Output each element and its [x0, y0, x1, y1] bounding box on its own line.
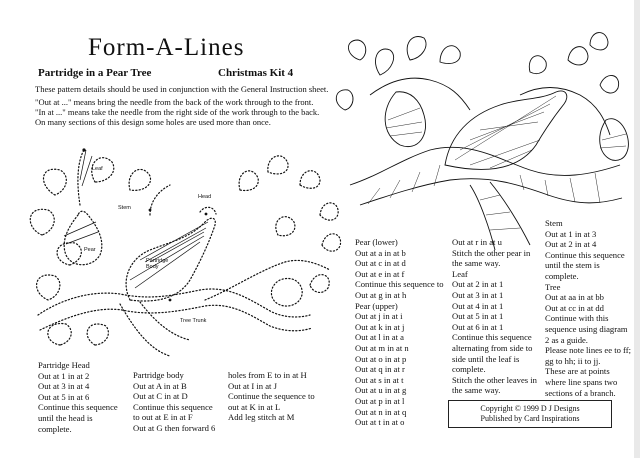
instruction-line: Out at 5 in at 6 [38, 391, 90, 402]
tree-instructions-title: Tree [545, 281, 561, 292]
instruction-line: Out at 1 in at 3 [545, 228, 597, 239]
instruction-line: Out at r in at u [452, 237, 502, 247]
instruction-line: complete. [38, 423, 72, 434]
instruction-line: Out at u in at g [355, 385, 407, 396]
intro-paragraph: These pattern details should be used in conjunction with the General Instruction sheet. [35, 84, 329, 94]
instruction-line: Please note lines ee to ff; [545, 345, 631, 356]
leaf-instructions-title: Leaf [452, 268, 468, 279]
pear-label: Pear [84, 247, 96, 253]
instruction-line: Stitch the other leaves in [452, 374, 537, 385]
pattern-subtitle: Partridge in a Pear Tree [38, 67, 152, 79]
instruction-line: Out at m in at n [355, 342, 409, 353]
instruction-line: Continue this sequence [452, 332, 532, 343]
instruction-line: Out at o in at p [355, 353, 407, 364]
instruction-line: Out at l in at a [355, 332, 404, 343]
instruction-line: complete. [545, 270, 579, 281]
stem-tree-instructions [545, 218, 640, 398]
instruction-line: Out at t in at o [355, 417, 405, 428]
body-instructions-title: Partridge body [133, 370, 184, 380]
instruction-line: sequence using diagram [545, 323, 628, 334]
instruction-line: Out at I in at J [228, 380, 277, 391]
stem-label: Stem [118, 205, 131, 211]
body-label: Partridge Body [146, 258, 169, 270]
leaf-illustration [375, 49, 393, 75]
leaf-illustration [590, 33, 608, 50]
instruction-line: Out at A in at B [133, 380, 187, 391]
instruction-line: sections of a branch. [545, 387, 616, 398]
pear-instructions [355, 237, 450, 428]
instruction-line: side until the leaf is [452, 353, 520, 364]
instruction-line: Out at 4 in at 1 [452, 300, 504, 311]
instruction-line: until the head is [38, 412, 93, 423]
page-title: Form-A-Lines [88, 34, 245, 61]
instruction-line: Out at cc in at dd [545, 302, 604, 313]
instruction-line: out at K in at L [228, 401, 281, 412]
body-instructions-continued [228, 370, 343, 423]
leaf-illustration [336, 90, 353, 110]
instruction-line: Stitch the other pear in [452, 247, 531, 258]
leaf-instructions [452, 237, 547, 396]
instruction-line: Out at q in at r [355, 364, 405, 375]
instruction-line: alternating from side to [452, 342, 533, 353]
intro-line: On many sections of this design some holes are used more than once. [35, 117, 271, 127]
instruction-line: Out at p in at l [355, 395, 405, 406]
instruction-line: Out at G then forward 6 [133, 422, 216, 433]
publisher-text: Published by Card Inspirations [480, 414, 580, 423]
intro-line: "Out at ..." means bring the needle from the back of the work through to the front. [35, 97, 314, 107]
leaf-illustration [568, 47, 588, 65]
stem-instructions-title: Stem [545, 218, 563, 228]
instruction-line: Out at C in at D [133, 391, 188, 402]
instruction-line: Continue with this [545, 313, 609, 324]
instruction-line: Out at 1 in at 2 [38, 370, 90, 381]
intro-line: "In at ..." means take the needle from the right side of the work through to the back. [35, 107, 320, 117]
instruction-line: Out at g in at h [355, 289, 407, 300]
body-instructions [133, 370, 233, 434]
instruction-line: Out at n in at q [355, 406, 407, 417]
instruction-line: Add leg stitch at M [228, 412, 295, 423]
leaf-illustration [529, 56, 546, 74]
kit-label: Christmas Kit 4 [218, 67, 294, 79]
pear-illustration [385, 92, 425, 147]
pear-lower-title: Pear (lower) [355, 237, 398, 247]
instruction-line: Out at k in at j [355, 321, 405, 332]
instruction-line: Out at 3 in at 4 [38, 381, 90, 392]
instruction-line: Continue the sequence to [228, 391, 315, 402]
instruction-line: Out at c in at d [355, 258, 406, 269]
head-label: Head [198, 194, 212, 200]
pear-upper-title: Pear (upper) [355, 300, 398, 311]
instruction-line: Continue this sequence [38, 402, 118, 413]
instruction-line: Out at aa in at bb [545, 292, 604, 303]
partridge-illustration [445, 91, 567, 170]
instruction-line: These are at points [545, 366, 610, 377]
head-instructions [38, 360, 133, 434]
head-instructions-title: Partridge Head [38, 360, 90, 370]
leaf-illustration [600, 75, 619, 93]
instruction-line: Out at 3 in at 1 [452, 289, 504, 300]
instruction-line: where line spans two [545, 376, 618, 387]
instruction-line: Out at 2 in at 1 [452, 279, 504, 290]
instruction-line: Continue this sequence [133, 401, 213, 412]
instruction-line: until the stem is [545, 260, 600, 271]
instruction-line: the same way. [452, 258, 501, 269]
instruction-line: Out at 5 in at 1 [452, 311, 504, 322]
copyright-box [448, 400, 612, 428]
instruction-line: Out at e in at f [355, 268, 405, 279]
leaf-label: Leaf [92, 166, 103, 172]
instruction-line: Continue this sequence to [355, 279, 444, 290]
leaf-illustration [348, 40, 365, 60]
instruction-line: gg to hh; ii to jj. [545, 355, 601, 366]
instruction-line: to out at E in at F [133, 412, 193, 423]
instruction-line: 2 as a guide. [545, 334, 588, 345]
copyright-text: Copyright © 1999 D J Designs [480, 404, 580, 413]
trunk-label: Tree Trunk [180, 318, 207, 324]
instruction-line: Continue this sequence [545, 249, 625, 260]
instruction-line: Out at s in at t [355, 374, 404, 385]
instruction-line: the same way. [452, 385, 501, 396]
tree-trunk [490, 182, 530, 245]
tree-branch [520, 88, 610, 136]
instruction-line: Out at 6 in at 1 [452, 321, 504, 332]
instruction-line: Out at 2 in at 4 [545, 239, 597, 250]
instruction-line: Out at j in at i [355, 311, 403, 322]
leaf-illustration [407, 37, 426, 60]
instruction-line: holes from E to in at H [228, 370, 307, 380]
instruction-line: complete. [452, 364, 486, 375]
instruction-line: Out at a in at b [355, 247, 406, 258]
page-edge [634, 0, 640, 458]
leaf-illustration [440, 46, 460, 64]
